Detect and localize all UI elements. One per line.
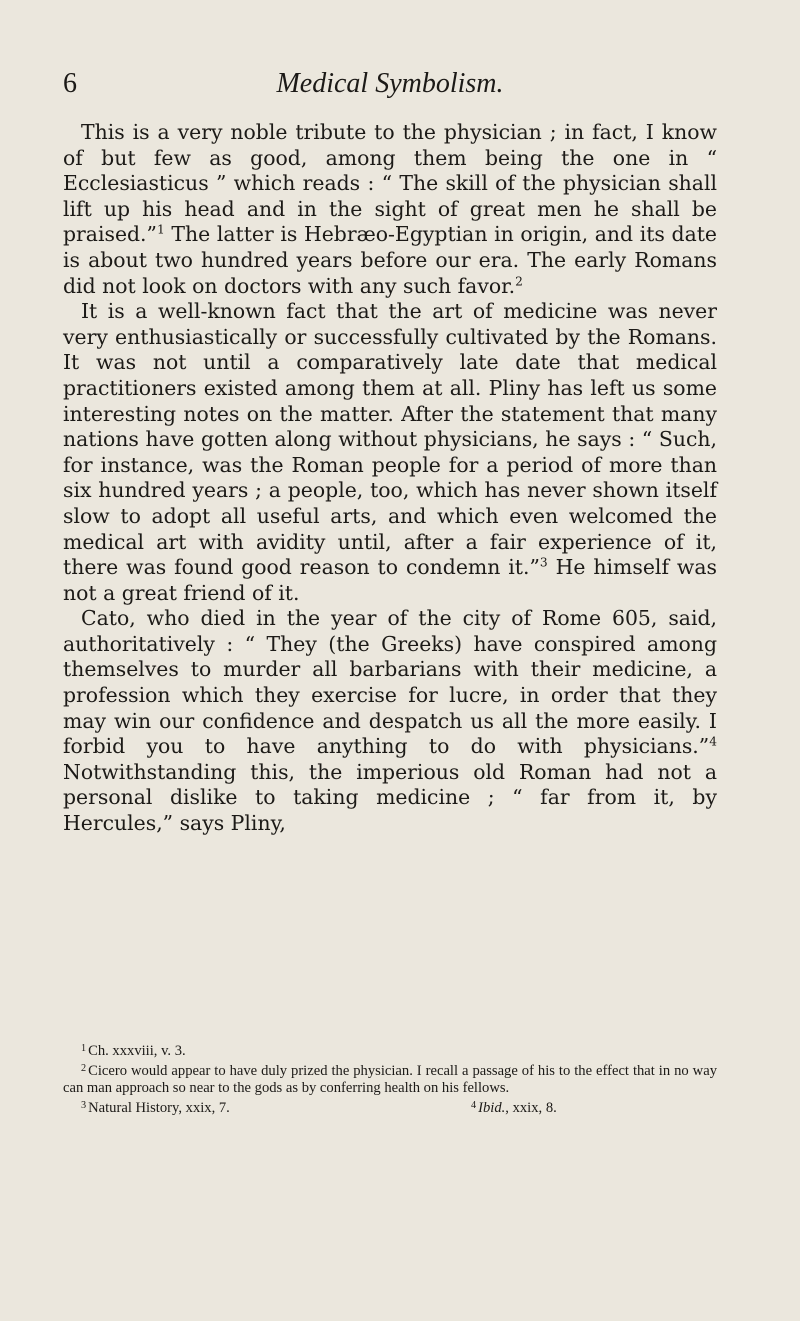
footnote-3-mark: 3 [81, 1100, 87, 1112]
paragraph-2 [63, 299, 717, 606]
footnote-row-3-4 [63, 1097, 717, 1117]
footnotes [63, 1040, 717, 1117]
footnote-1 [63, 1040, 717, 1060]
footnote-2 [63, 1060, 717, 1097]
footnote-4-text: , xxix, 8. [505, 1100, 557, 1117]
paragraph-2-text-b: He himself was not a great friend of it. [63, 555, 717, 605]
paragraph-1-text-b: The latter is Hebræo-Egyptian in origin, and its date is about two hundred years before our era. The early Romans did not look on doctors with any such favor. [63, 222, 717, 298]
footnote-4 [453, 1097, 717, 1117]
footnote-1-mark: 1 [81, 1043, 87, 1054]
page-header [63, 68, 717, 108]
footnote-4-mark: 4 [471, 1100, 477, 1112]
footnote-ref-2: 2 [515, 274, 523, 289]
footnote-ref-1: 1 [156, 223, 165, 238]
footnote-ref-3: 3 [539, 555, 548, 570]
footnote-4-ibid: Ibid. [478, 1100, 506, 1117]
page-number: 6 [63, 68, 77, 99]
footnote-1-text: Ch. xxxviii, v. 3. [88, 1043, 186, 1060]
paragraph-3 [63, 606, 717, 836]
paragraph-1 [63, 120, 717, 299]
footnote-2-mark: 2 [81, 1063, 87, 1075]
paragraph-2-text-a: It is a well-known fact that the art of medicine was never very enthusiastically or successfully cultivated by the Romans. It was not until a comparatively late date that medical practitioners existed among them at all. Pliny has left us some interesting notes on the matter. After the statement that many nations have gotten along without physicians, he says : “ Such, for instance, was the Roman people for a period of more than six hundred years ; a people, too, which has never shown itself slow to adopt all useful arts, and which even welcomed the medical art with avidity until, after a fair experience of it, there was found good reason to condemn it.” [63, 299, 717, 580]
footnote-3-text: Natural History, xxix, 7. [88, 1100, 230, 1117]
running-title: Medical Symbolism. [276, 68, 504, 99]
paragraph-3-text-a: Cato, who died in the year of the city of Rome 605, said, authoritatively : “ They (the Greeks) have conspired among themselves to murder all barbarians with their medicine, a profession which they exercise for lucre, in order that they may win our confidence and despatch us all the more easily. I forbid you to have anything to do with physicians.” [63, 606, 717, 759]
paragraph-1-text-a: This is a very noble tribute to the physician ; in fact, I know of but few as good, among them being the one in “ Ecclesiasticus ” which reads : “ The skill of the physician shall lift up his head and in the sight of great men he shall be praised.” [63, 120, 717, 247]
paragraph-3-text-b: Notwithstanding this, the imperious old Roman had not a personal dislike to taking medicine ; “ far from it, by Hercules,” says Pliny, [63, 759, 717, 836]
footnote-ref-4: 4 [709, 734, 717, 749]
footnote-2-text: Cicero would appear to have duly prized the physician. I recall a passage of his to the effect that in no way can man approach so near to the gods as by conferring health on his fellows. [63, 1063, 717, 1097]
body-text [63, 120, 717, 837]
footnote-3 [63, 1097, 453, 1117]
